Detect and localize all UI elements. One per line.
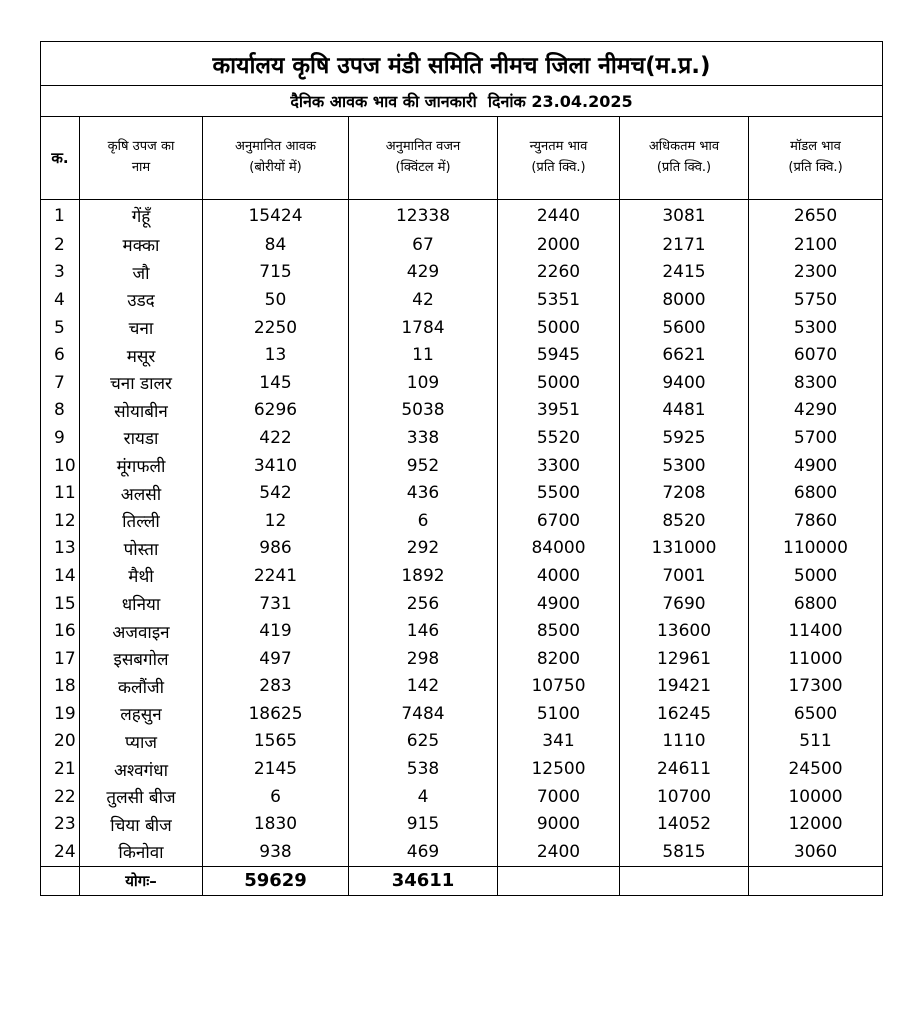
cell-crop-name: कलौंजी (80, 673, 203, 701)
cell-modal-price: 110000 (749, 535, 883, 563)
header-min-price (498, 117, 620, 200)
cell-crop-name: जौ (80, 259, 203, 287)
table-row (41, 397, 883, 425)
cell-modal-price: 2650 (749, 200, 883, 232)
cell-modal-price: 2300 (749, 259, 883, 287)
header-weight-line1: अनुमानित वजन (385, 139, 461, 155)
cell-arrival: 986 (203, 535, 349, 563)
cell-serial: 9 (41, 424, 80, 452)
cell-serial: 24 (41, 838, 80, 866)
cell-arrival: 12 (203, 507, 349, 535)
header-max-price (620, 117, 749, 200)
cell-arrival: 422 (203, 424, 349, 452)
cell-serial: 2 (41, 231, 80, 259)
cell-weight: 42 (349, 286, 498, 314)
cell-min-price: 5945 (498, 341, 620, 369)
cell-serial: 8 (41, 397, 80, 425)
cell-max-price: 7001 (620, 562, 749, 590)
cell-weight: 298 (349, 645, 498, 673)
cell-max-price: 14052 (620, 810, 749, 838)
cell-max-price: 24611 (620, 755, 749, 783)
cell-serial: 18 (41, 673, 80, 701)
header-arrival-line2: (बोरीयों में) (249, 160, 302, 175)
cell-max-price: 2415 (620, 259, 749, 287)
table-row (41, 535, 883, 563)
cell-min-price: 2000 (498, 231, 620, 259)
cell-weight: 436 (349, 479, 498, 507)
table-row (41, 200, 883, 232)
cell-modal-price: 24500 (749, 755, 883, 783)
cell-modal-price: 5300 (749, 314, 883, 342)
cell-weight: 256 (349, 590, 498, 618)
cell-arrival: 3410 (203, 452, 349, 480)
table-row (41, 728, 883, 756)
cell-arrival: 715 (203, 259, 349, 287)
cell-min-price: 6700 (498, 507, 620, 535)
cell-serial: 7 (41, 369, 80, 397)
cell-arrival: 1565 (203, 728, 349, 756)
total-serial-cell (41, 866, 80, 895)
cell-crop-name: मक्का (80, 231, 203, 259)
cell-max-price: 12961 (620, 645, 749, 673)
cell-weight: 625 (349, 728, 498, 756)
cell-min-price: 2440 (498, 200, 620, 232)
cell-min-price: 84000 (498, 535, 620, 563)
header-crop-name (80, 117, 203, 200)
table-row (41, 479, 883, 507)
cell-min-price: 12500 (498, 755, 620, 783)
total-row (41, 866, 883, 895)
cell-crop-name: तुलसी बीज (80, 783, 203, 811)
cell-serial: 5 (41, 314, 80, 342)
cell-modal-price: 11400 (749, 617, 883, 645)
cell-serial: 13 (41, 535, 80, 563)
header-min-price-line2: (प्रति क्वि.) (531, 160, 586, 175)
total-modal-cell (749, 866, 883, 895)
cell-min-price: 8200 (498, 645, 620, 673)
cell-serial: 14 (41, 562, 80, 590)
cell-crop-name: इसबगोल (80, 645, 203, 673)
cell-max-price: 6621 (620, 341, 749, 369)
cell-min-price: 5100 (498, 700, 620, 728)
cell-min-price: 4900 (498, 590, 620, 618)
cell-max-price: 4481 (620, 397, 749, 425)
cell-min-price: 2260 (498, 259, 620, 287)
cell-min-price: 3300 (498, 452, 620, 480)
cell-weight: 292 (349, 535, 498, 563)
cell-arrival: 2145 (203, 755, 349, 783)
cell-weight: 67 (349, 231, 498, 259)
cell-max-price: 131000 (620, 535, 749, 563)
cell-arrival: 145 (203, 369, 349, 397)
cell-min-price: 341 (498, 728, 620, 756)
header-weight-line2: (क्विंटल में) (395, 160, 451, 175)
cell-modal-price: 511 (749, 728, 883, 756)
cell-arrival: 542 (203, 479, 349, 507)
table-row (41, 755, 883, 783)
cell-arrival: 50 (203, 286, 349, 314)
cell-serial: 20 (41, 728, 80, 756)
cell-modal-price: 5000 (749, 562, 883, 590)
header-crop-name-line1: कृषि उपज का (107, 139, 175, 155)
table-row (41, 286, 883, 314)
header-serial: क. (41, 117, 80, 200)
cell-arrival: 2250 (203, 314, 349, 342)
cell-weight: 538 (349, 755, 498, 783)
cell-modal-price: 6500 (749, 700, 883, 728)
cell-weight: 146 (349, 617, 498, 645)
table-row (41, 507, 883, 535)
cell-max-price: 2171 (620, 231, 749, 259)
cell-serial: 1 (41, 200, 80, 232)
header-max-price-line2: (प्रति क्वि.) (656, 160, 712, 175)
table-row (41, 617, 883, 645)
cell-weight: 1784 (349, 314, 498, 342)
cell-weight: 7484 (349, 700, 498, 728)
cell-serial: 3 (41, 259, 80, 287)
cell-arrival: 497 (203, 645, 349, 673)
cell-max-price: 1110 (620, 728, 749, 756)
cell-crop-name: मूंगफली (80, 452, 203, 480)
table-row (41, 259, 883, 287)
header-arrival-line1: अनुमानित आवक (235, 139, 316, 155)
table-row (41, 838, 883, 866)
cell-modal-price: 12000 (749, 810, 883, 838)
cell-arrival: 419 (203, 617, 349, 645)
cell-max-price: 13600 (620, 617, 749, 645)
report-title: कार्यालय कृषि उपज मंडी समिति नीमच जिला नीमच(म.प्र.) (41, 42, 883, 86)
cell-min-price: 3951 (498, 397, 620, 425)
cell-arrival: 6296 (203, 397, 349, 425)
cell-min-price: 5500 (498, 479, 620, 507)
cell-weight: 11 (349, 341, 498, 369)
cell-crop-name: धनिया (80, 590, 203, 618)
cell-min-price: 10750 (498, 673, 620, 701)
cell-arrival: 13 (203, 341, 349, 369)
cell-arrival: 1830 (203, 810, 349, 838)
cell-weight: 338 (349, 424, 498, 452)
cell-serial: 17 (41, 645, 80, 673)
cell-crop-name: अजवाइन (80, 617, 203, 645)
cell-weight: 915 (349, 810, 498, 838)
cell-arrival: 2241 (203, 562, 349, 590)
cell-weight: 5038 (349, 397, 498, 425)
cell-weight: 4 (349, 783, 498, 811)
cell-crop-name: मसूर (80, 341, 203, 369)
cell-crop-name: अलसी (80, 479, 203, 507)
cell-modal-price: 10000 (749, 783, 883, 811)
header-arrival (203, 117, 349, 200)
table-row (41, 700, 883, 728)
table-row (41, 452, 883, 480)
cell-weight: 1892 (349, 562, 498, 590)
cell-crop-name: प्याज (80, 728, 203, 756)
table-row (41, 810, 883, 838)
header-crop-name-line2: नाम (131, 160, 151, 175)
table-row (41, 231, 883, 259)
cell-weight: 952 (349, 452, 498, 480)
header-max-price-line1: अधिकतम भाव (648, 139, 720, 155)
cell-max-price: 16245 (620, 700, 749, 728)
cell-modal-price: 11000 (749, 645, 883, 673)
cell-min-price: 5520 (498, 424, 620, 452)
cell-crop-name: चना (80, 314, 203, 342)
cell-arrival: 18625 (203, 700, 349, 728)
table-row (41, 590, 883, 618)
cell-weight: 142 (349, 673, 498, 701)
header-modal-price (749, 117, 883, 200)
report-subtitle: दैनिक आवक भाव की जानकारी दिनांक 23.04.2025 (41, 86, 883, 117)
cell-arrival: 283 (203, 673, 349, 701)
cell-crop-name: चना डालर (80, 369, 203, 397)
cell-min-price: 7000 (498, 783, 620, 811)
cell-min-price: 5351 (498, 286, 620, 314)
cell-max-price: 7208 (620, 479, 749, 507)
cell-min-price: 9000 (498, 810, 620, 838)
cell-crop-name: अश्वगंधा (80, 755, 203, 783)
cell-crop-name: उडद (80, 286, 203, 314)
cell-serial: 12 (41, 507, 80, 535)
cell-max-price: 9400 (620, 369, 749, 397)
cell-crop-name: चिया बीज (80, 810, 203, 838)
cell-min-price: 5000 (498, 369, 620, 397)
cell-serial: 16 (41, 617, 80, 645)
cell-crop-name: रायडा (80, 424, 203, 452)
cell-weight: 429 (349, 259, 498, 287)
cell-crop-name: मैथी (80, 562, 203, 590)
cell-crop-name: किनोवा (80, 838, 203, 866)
cell-arrival: 15424 (203, 200, 349, 232)
cell-modal-price: 5700 (749, 424, 883, 452)
cell-serial: 10 (41, 452, 80, 480)
cell-min-price: 8500 (498, 617, 620, 645)
table-row (41, 341, 883, 369)
cell-arrival: 84 (203, 231, 349, 259)
arrival-price-table (40, 41, 883, 896)
cell-weight: 6 (349, 507, 498, 535)
cell-crop-name: पोस्ता (80, 535, 203, 563)
table-row (41, 645, 883, 673)
cell-max-price: 10700 (620, 783, 749, 811)
total-arrival: 59629 (203, 866, 349, 895)
table-row (41, 783, 883, 811)
cell-arrival: 6 (203, 783, 349, 811)
header-weight (349, 117, 498, 200)
cell-modal-price: 2100 (749, 231, 883, 259)
total-weight: 34611 (349, 866, 498, 895)
cell-serial: 22 (41, 783, 80, 811)
cell-max-price: 5815 (620, 838, 749, 866)
cell-min-price: 4000 (498, 562, 620, 590)
table-row (41, 424, 883, 452)
cell-max-price: 3081 (620, 200, 749, 232)
cell-crop-name: तिल्ली (80, 507, 203, 535)
cell-max-price: 5300 (620, 452, 749, 480)
cell-modal-price: 4900 (749, 452, 883, 480)
cell-modal-price: 6800 (749, 479, 883, 507)
cell-crop-name: गेंहूँ (80, 200, 203, 232)
cell-arrival: 938 (203, 838, 349, 866)
cell-weight: 469 (349, 838, 498, 866)
cell-serial: 21 (41, 755, 80, 783)
cell-max-price: 19421 (620, 673, 749, 701)
cell-max-price: 5925 (620, 424, 749, 452)
cell-modal-price: 6070 (749, 341, 883, 369)
total-max-cell (620, 866, 749, 895)
cell-weight: 109 (349, 369, 498, 397)
cell-modal-price: 17300 (749, 673, 883, 701)
table-row (41, 562, 883, 590)
cell-modal-price: 7860 (749, 507, 883, 535)
header-modal-price-line2: (प्रति क्वि.) (788, 160, 843, 175)
total-min-cell (498, 866, 620, 895)
cell-arrival: 731 (203, 590, 349, 618)
table-row (41, 673, 883, 701)
cell-modal-price: 5750 (749, 286, 883, 314)
header-modal-price-line1: मॉडल भाव (790, 139, 841, 155)
cell-max-price: 8000 (620, 286, 749, 314)
table-row (41, 369, 883, 397)
cell-max-price: 7690 (620, 590, 749, 618)
mandi-report (40, 41, 882, 896)
cell-min-price: 5000 (498, 314, 620, 342)
cell-serial: 15 (41, 590, 80, 618)
cell-modal-price: 6800 (749, 590, 883, 618)
cell-crop-name: लहसुन (80, 700, 203, 728)
cell-max-price: 5600 (620, 314, 749, 342)
table-row (41, 314, 883, 342)
cell-serial: 6 (41, 341, 80, 369)
cell-serial: 11 (41, 479, 80, 507)
header-min-price-line1: न्युनतम भाव (529, 139, 588, 155)
total-label: योगः– (80, 866, 203, 895)
cell-modal-price: 3060 (749, 838, 883, 866)
cell-max-price: 8520 (620, 507, 749, 535)
cell-weight: 12338 (349, 200, 498, 232)
cell-serial: 23 (41, 810, 80, 838)
cell-crop-name: सोयाबीन (80, 397, 203, 425)
cell-serial: 4 (41, 286, 80, 314)
cell-min-price: 2400 (498, 838, 620, 866)
cell-serial: 19 (41, 700, 80, 728)
cell-modal-price: 4290 (749, 397, 883, 425)
table-body (41, 200, 883, 867)
cell-modal-price: 8300 (749, 369, 883, 397)
